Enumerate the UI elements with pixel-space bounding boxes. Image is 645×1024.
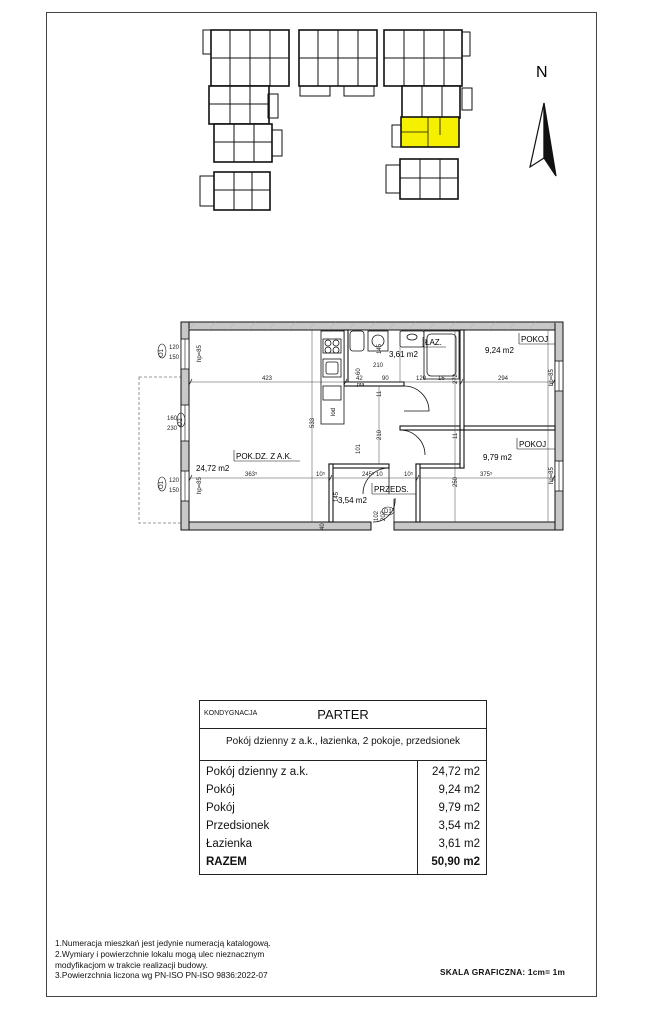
north-label: N <box>536 64 548 81</box>
table-row: Łazienka 3,61 m2 <box>206 838 480 850</box>
level-value: PARTER <box>317 707 369 722</box>
room-bedroom1-name: POKOJ <box>521 335 549 344</box>
table-row: Przedsionek 3,54 m2 <box>206 820 480 832</box>
svg-text:363⁵: 363⁵ <box>245 472 258 478</box>
room-living-name: POK.DZ. Z A.K. <box>236 452 293 461</box>
svg-text:272: 272 <box>453 373 459 384</box>
svg-text:60: 60 <box>356 368 362 375</box>
svg-text:16: 16 <box>438 376 445 382</box>
room-hall-area: 3,54 m2 <box>338 496 367 505</box>
notes <box>55 938 271 981</box>
svg-text:hp=85: hp=85 <box>197 477 203 494</box>
svg-text:10: 10 <box>376 472 383 478</box>
svg-text:160: 160 <box>167 416 178 422</box>
note-line: 2.Wymiary i powierzchnie lokalu mogą ulec nieznacznym <box>55 948 265 959</box>
area-table <box>199 700 487 875</box>
north-arrow-icon <box>530 103 556 176</box>
svg-text:101: 101 <box>356 443 362 454</box>
svg-text:pra: pra <box>357 382 365 388</box>
svg-text:O1: O1 <box>159 480 165 489</box>
room-bath-area: 3,61 m2 <box>389 350 418 359</box>
table-row: Pokój dzienny z a.k. 24,72 m2 <box>206 766 480 778</box>
svg-text:hp=85: hp=85 <box>549 369 555 386</box>
note-line: modyfikacjom w trakcie realizacji budowy. <box>55 959 208 970</box>
svg-text:294: 294 <box>498 376 509 382</box>
svg-text:120: 120 <box>169 345 180 351</box>
site-plan <box>0 0 645 220</box>
room-bedroom1-area: 9,24 m2 <box>485 346 514 355</box>
svg-text:230: 230 <box>167 426 178 432</box>
svg-text:D1: D1 <box>384 509 392 515</box>
svg-text:O1: O1 <box>159 348 165 357</box>
table-header <box>200 701 486 729</box>
scale-label: SKALA GRAFICZNA: 1cm= 1m <box>440 967 566 977</box>
svg-text:11: 11 <box>453 432 459 439</box>
svg-text:102: 102 <box>374 510 380 521</box>
svg-text:11: 11 <box>377 390 383 397</box>
svg-text:120: 120 <box>416 376 427 382</box>
terrace-outline <box>139 377 182 523</box>
table-rows <box>200 761 486 874</box>
svg-text:250: 250 <box>453 476 459 487</box>
svg-text:533: 533 <box>310 417 316 428</box>
building-wing-right <box>384 30 462 199</box>
svg-text:hp=85: hp=85 <box>549 467 555 484</box>
svg-text:375⁵: 375⁵ <box>480 472 493 478</box>
table-row: Pokój 9,24 m2 <box>206 784 480 796</box>
room-bedroom2-name: POKOJ <box>519 440 547 449</box>
svg-text:145: 145 <box>334 491 340 502</box>
note-line: 1.Numeracja mieszkań jest jedynie numeracją katalogową. <box>55 938 271 948</box>
svg-text:150: 150 <box>169 488 180 494</box>
svg-text:40: 40 <box>320 523 326 530</box>
svg-text:90: 90 <box>382 376 389 382</box>
svg-text:120: 120 <box>169 478 180 484</box>
floor-plan <box>0 300 645 550</box>
svg-text:423: 423 <box>262 376 273 382</box>
svg-text:10⁵: 10⁵ <box>316 472 326 478</box>
room-living-area: 24,72 m2 <box>196 464 230 473</box>
svg-text:210: 210 <box>377 429 383 440</box>
svg-text:210: 210 <box>373 363 384 369</box>
svg-text:42: 42 <box>356 376 363 382</box>
svg-text:245⁵: 245⁵ <box>362 472 375 478</box>
svg-text:207: 207 <box>381 510 387 521</box>
svg-text:D2: D2 <box>178 418 184 426</box>
note-line: 3.Powierzchnia liczona wg PN-ISO PN-ISO 9836:2022-07 <box>55 970 268 981</box>
table-total-row: RAZEM 50,90 m2 <box>206 856 480 868</box>
level-label: KONDYGNACJA <box>204 710 258 717</box>
building-wing-left <box>209 30 289 210</box>
svg-text:10⁵: 10⁵ <box>404 472 414 478</box>
svg-text:150: 150 <box>169 355 180 361</box>
room-bedroom2-area: 9,79 m2 <box>483 453 512 462</box>
table-row: Pokój 9,79 m2 <box>206 802 480 814</box>
room-hall-name: PRZEDS. <box>374 485 409 494</box>
svg-text:hp=85: hp=85 <box>197 345 203 362</box>
apartment-description: Pokój dzienny z a.k., łazienka, 2 pokoje, przedsionek <box>200 729 486 761</box>
svg-text:145: 145 <box>377 343 383 354</box>
fixture-fridge: lod <box>331 407 337 416</box>
room-bath-name: ŁAZ. <box>425 338 442 347</box>
